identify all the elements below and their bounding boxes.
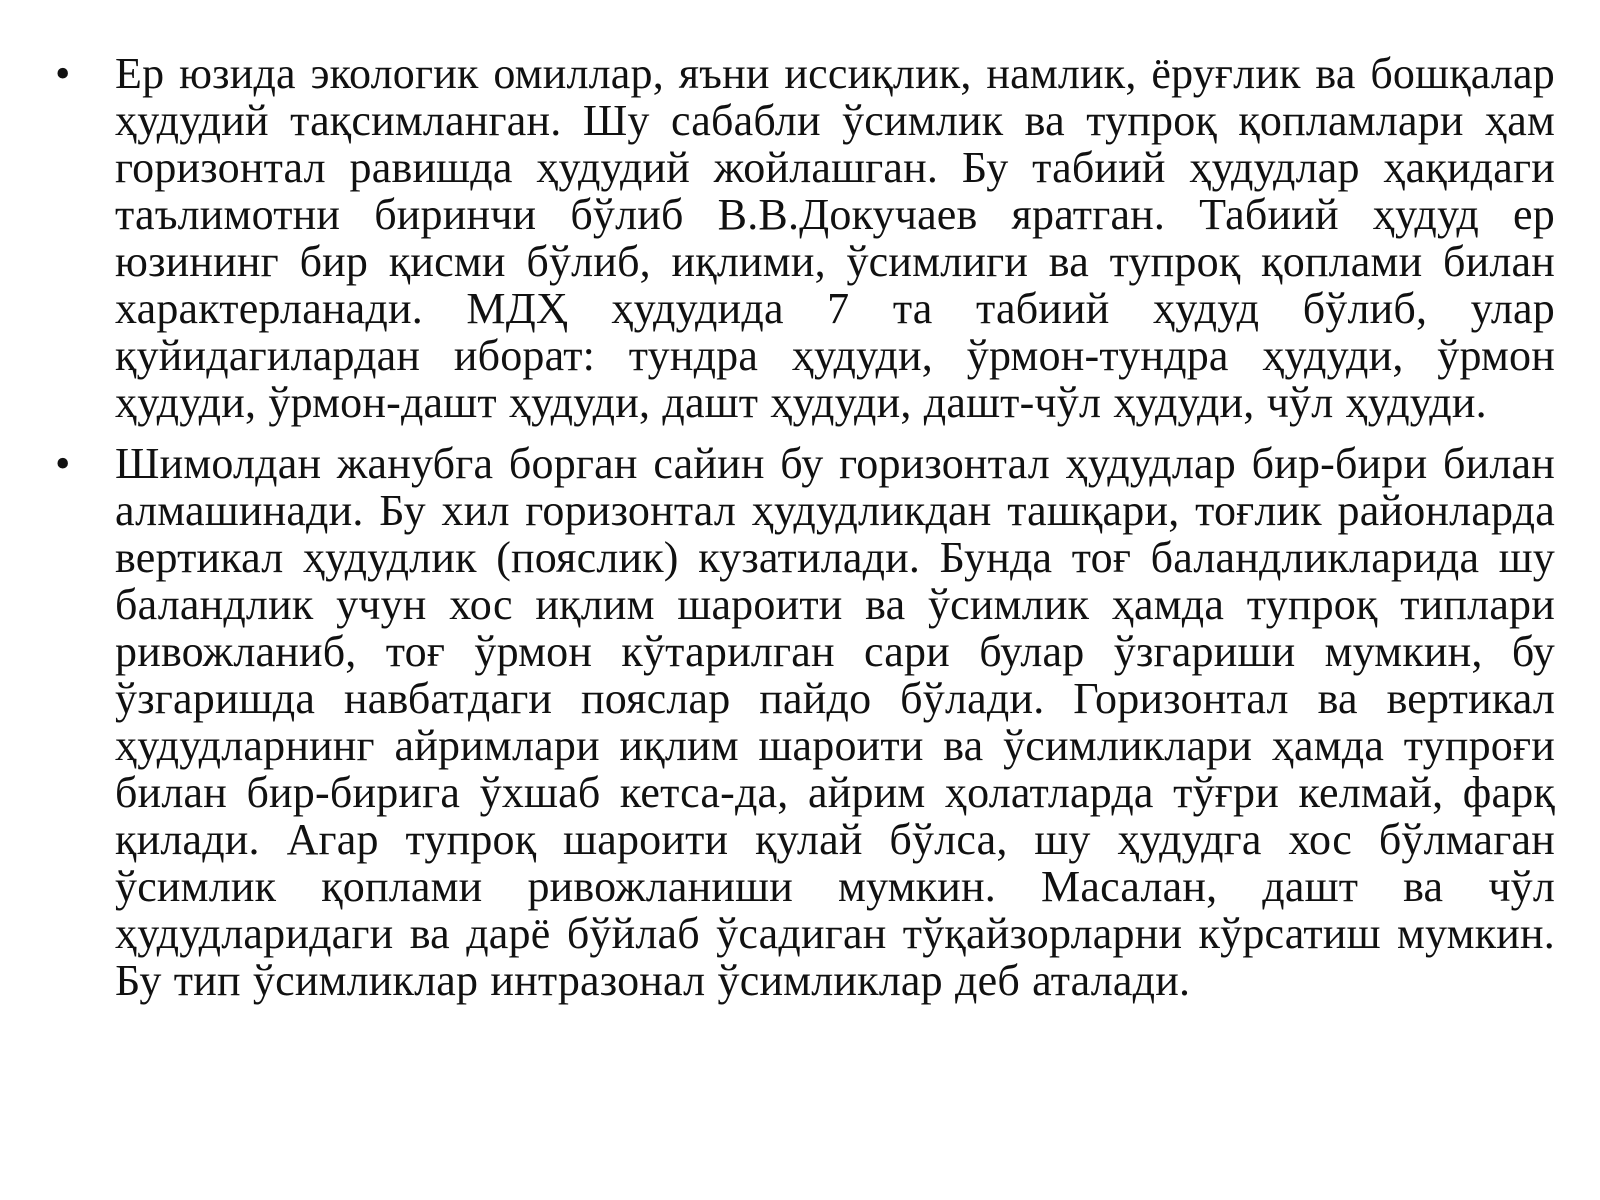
bullet-marker-1: • [55,49,71,98]
bullet-item-1 [55,50,1555,426]
bullet-text-1: Ер юзида экологик омиллар, яъни иссиқлик, намлик, ёруғлик ва бошқалар ҳудудий тақсимланган. Шу сабабли ўсимлик ва тупроқ қопламлари ҳам горизонтал равишда ҳудудий жойлашган. Бу табиий ҳудудлар ҳақидаги таълимотни биринчи бўлиб В.В.Докучаев яратган. Табиий ҳудуд ер юзининг бир қисми бўлиб, иқлими, ўсимлиги ва тупроқ қоплами билан характерланади. МДҲ ҳудудида 7 та табиий ҳудуд бўлиб, улар қуйидагилардан иборат: тундра ҳудуди, ўрмон-тундра ҳудуди, ўрмон ҳудуди, ўрмон-дашт ҳудуди, дашт ҳудуди, дашт-чўл ҳудуди, чўл ҳудуди. [115,49,1555,427]
bullet-item-2 [55,440,1555,1004]
bullet-marker-2: • [55,439,71,488]
bullet-list [55,50,1555,1018]
bullet-text-2: Шимолдан жанубга борган сайин бу горизонтал ҳудудлар бир-бири билан алмашинади. Бу хил горизонтал ҳудудликдан ташқари, тоғлик районларда вертикал ҳудудлик (пояслик) кузатилади. Бунда тоғ баландликларида шу баландлик учун хос иқлим шароити ва ўсимлик ҳамда тупроқ типлари ривожланиб, тоғ ўрмон кўтарилган сари булар ўзгариши мумкин, бу ўзгаришда навбатдаги пояслар пайдо бўлади. Горизонтал ва вертикал ҳудудларнинг айримлари иқлим шароити ва ўсимликлари ҳамда тупроғи билан бир-бирига ўхшаб кетса-да, айрим ҳолатларда тўғри келмай, фарқ қилади. Агар тупроқ шароити қулай бўлса, шу ҳудудга хос бўлмаган ўсимлик қоплами ривожланиши мумкин. Масалан, дашт ва чўл ҳудудларидаги ва дарё бўйлаб ўсадиган тўқайзорларни кўрсатиш мумкин. Бу тип ўсимликлар интразонал ўсимликлар деб аталади. [115,439,1555,1005]
